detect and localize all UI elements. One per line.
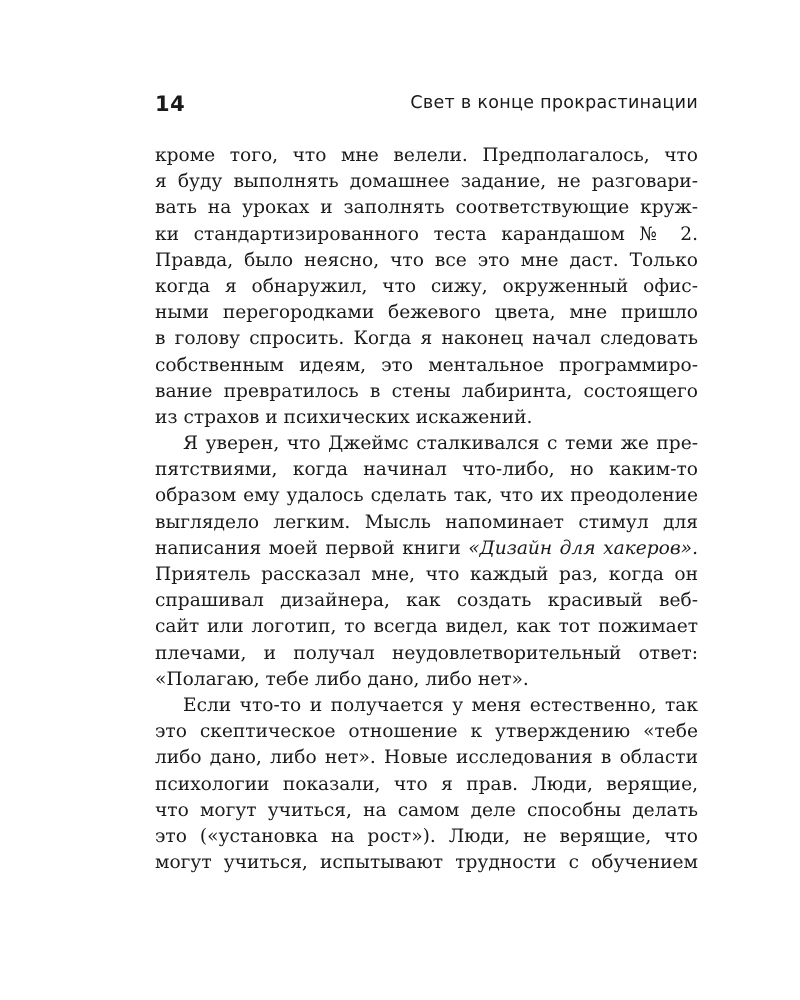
text-line: я буду выполнять домашнее задание, не разговари- bbox=[155, 171, 698, 193]
text-line: собственным идеям, это ментальное программиро- bbox=[155, 354, 698, 376]
running-title: Свет в конце прокрастинации bbox=[410, 93, 698, 113]
text-line: «Полагаю, тебе либо дано, либо нет». bbox=[155, 668, 529, 690]
text-line: что могут учиться, на самом деле способны делать bbox=[155, 799, 698, 821]
text-line bbox=[155, 536, 698, 562]
text-line: психологии показали, что я прав. Люди, верящие, bbox=[155, 773, 698, 795]
text-line: либо дано, либо нет». Новые исследования в области bbox=[155, 747, 698, 769]
text-line: пятствиями, когда начинал что-либо, но каким-то bbox=[155, 459, 698, 481]
text-line-end: . bbox=[692, 537, 698, 559]
book-title: «Дизайн для хакеров» bbox=[468, 537, 693, 559]
text-line: это скептическое отношение к утверждению «тебе bbox=[155, 721, 698, 743]
text-line: ки стандартизированного теста карандашом № 2. bbox=[155, 223, 698, 245]
text-line: выглядело легким. Мысль напоминает стимул для bbox=[155, 511, 698, 533]
text-line: ными перегородками бежевого цвета, мне пришло bbox=[155, 302, 698, 324]
text-line: Правда, было неясно, что все это мне даст. Только bbox=[155, 249, 698, 271]
running-head bbox=[155, 92, 698, 122]
text-line: когда я обнаружил, что сижу, окруженный офис- bbox=[155, 275, 698, 297]
text-line-start: написания моей первой книги bbox=[155, 537, 469, 559]
text-line: сайт или логотип, то всегда видел, как тот пожимает bbox=[155, 616, 698, 638]
text-line: Приятель рассказал мне, что каждый раз, когда он bbox=[155, 564, 698, 585]
body-text bbox=[155, 143, 698, 876]
text-line: спрашивал дизайнера, как создать красивый веб- bbox=[155, 590, 698, 612]
text-line: вать на уроках и заполнять соответствующие круж- bbox=[155, 197, 698, 219]
text-line: в голову спросить. Когда я наконец начал следовать bbox=[155, 328, 698, 350]
text-line: Если что-то и получается у меня естественно, так bbox=[183, 694, 698, 716]
text-line: это («установка на рост»). Люди, не верящие, что bbox=[155, 825, 698, 847]
text-line: кроме того, что мне велели. Предполагалось, что bbox=[155, 145, 698, 166]
text-line: из страхов и психических искажений. bbox=[155, 406, 533, 428]
text-line: Я уверен, что Джеймс сталкивался с теми же пре- bbox=[183, 433, 698, 455]
text-line: могут учиться, испытывают трудности с обучением bbox=[155, 852, 698, 874]
page-number: 14 bbox=[155, 92, 186, 116]
text-line: плечами, и получал неудовлетворительный ответ: bbox=[155, 642, 698, 664]
text-line: образом ему удалось сделать так, что их преодоление bbox=[155, 485, 698, 507]
text-line: вание превратилось в стены лабиринта, состоящего bbox=[155, 380, 698, 402]
